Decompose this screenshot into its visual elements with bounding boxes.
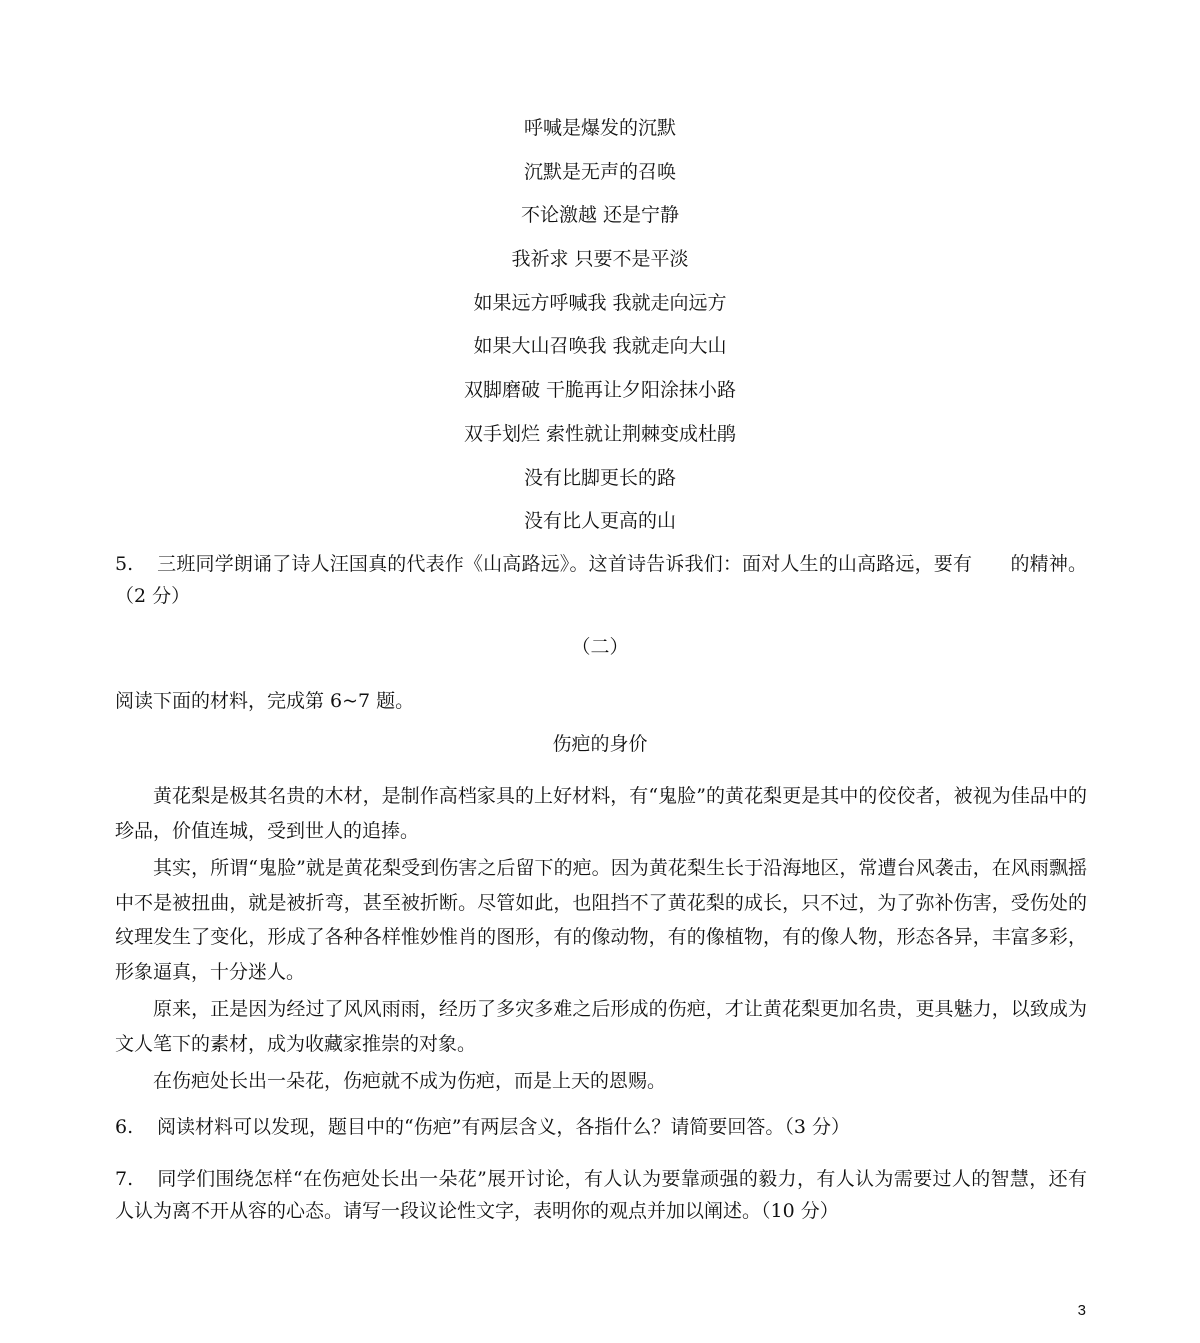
question-text: 同学们围绕怎样“在伤疤处长出一朵花”展开讨论，有人认为要靠顽强的毅力，有人认为需要过人的智慧，还有人认为离不开从容的心态。请写一段议论性文字，表明你的观点并加以阐述。（10 分） — [115, 1168, 1087, 1222]
poem-line: 没有比脚更长的路 — [523, 466, 676, 489]
article-title: 伤疤的身价 — [552, 733, 648, 755]
poem-line: 没有比人更高的山 — [523, 510, 676, 533]
question-text: 阅读材料可以发现，题目中的“伤疤”有两层含义，各指什么？请简要回答。（3 分） — [157, 1116, 851, 1138]
section-instruction: 阅读下面的材料，完成第 6~7 题。 — [115, 690, 415, 712]
poem-line: 双手划烂 索性就让荆棘变成杜鹃 — [463, 422, 737, 445]
poem-line: 沉默是无声的召唤 — [523, 160, 676, 183]
article-paragraph: 黄花梨是极其名贵的木材，是制作高档家具的上好材料，有“鬼脸”的黄花梨更是其中的佼佼者，被视为佳品中的珍品，价值连城，受到世人的追捧。 — [115, 785, 1087, 842]
article-body — [115, 779, 1087, 1102]
article-paragraph: 原来，正是因为经过了风风雨雨，经历了多灾多难之后形成的伤疤，才让黄花梨更加名贵，更具魅力，以致成为文人笔下的素材，成为收藏家推崇的对象。 — [115, 998, 1087, 1055]
poem-line: 我祈求 只要不是平淡 — [511, 248, 689, 271]
page-number: 3 — [1077, 1302, 1086, 1319]
question-number: 6. — [115, 1116, 134, 1138]
article-paragraph: 在伤疤处长出一朵花，伤疤就不成为伤疤，而是上天的恩赐。 — [153, 1070, 667, 1092]
article-paragraph: 其实，所谓“鬼脸”就是黄花梨受到伤害之后留下的疤。因为黄花梨生长于沿海地区，常遭台风袭击，在风雨飘摇中不是被扭曲，就是被折弯，甚至被折断。尽管如此，也阻挡不了黄花梨的成长，只不过，为了弥补伤害，受伤处的纹理发生了变化，形成了各种各样惟妙惟肖的图形，有的像动物，有的像植物，有的像人物，形态各异，丰富多彩，形象逼真，十分迷人。 — [115, 857, 1087, 983]
poem-line: 不论激越 还是宁静 — [520, 204, 680, 227]
poem-line: 如果大山召唤我 我就走向大山 — [473, 335, 727, 358]
section-heading: （二） — [571, 636, 629, 658]
question-7 — [115, 1163, 1087, 1227]
poem-line: 如果远方呼喊我 我就走向远方 — [473, 291, 727, 314]
question-6 — [115, 1111, 1087, 1143]
question-5 — [115, 548, 1087, 612]
poem-line: 呼喊是爆发的沉默 — [523, 117, 676, 139]
poem — [0, 113, 1200, 550]
poem-line: 双脚磨破 干脆再让夕阳涂抹小路 — [463, 379, 737, 402]
question-text: 三班同学朗诵了诗人汪国真的代表作《山高路远》。这首诗告诉我们：面对人生的山高路远，要有 的精神。（2 分） — [115, 553, 1087, 607]
question-number: 5. — [115, 553, 134, 575]
question-number: 7. — [115, 1168, 134, 1190]
